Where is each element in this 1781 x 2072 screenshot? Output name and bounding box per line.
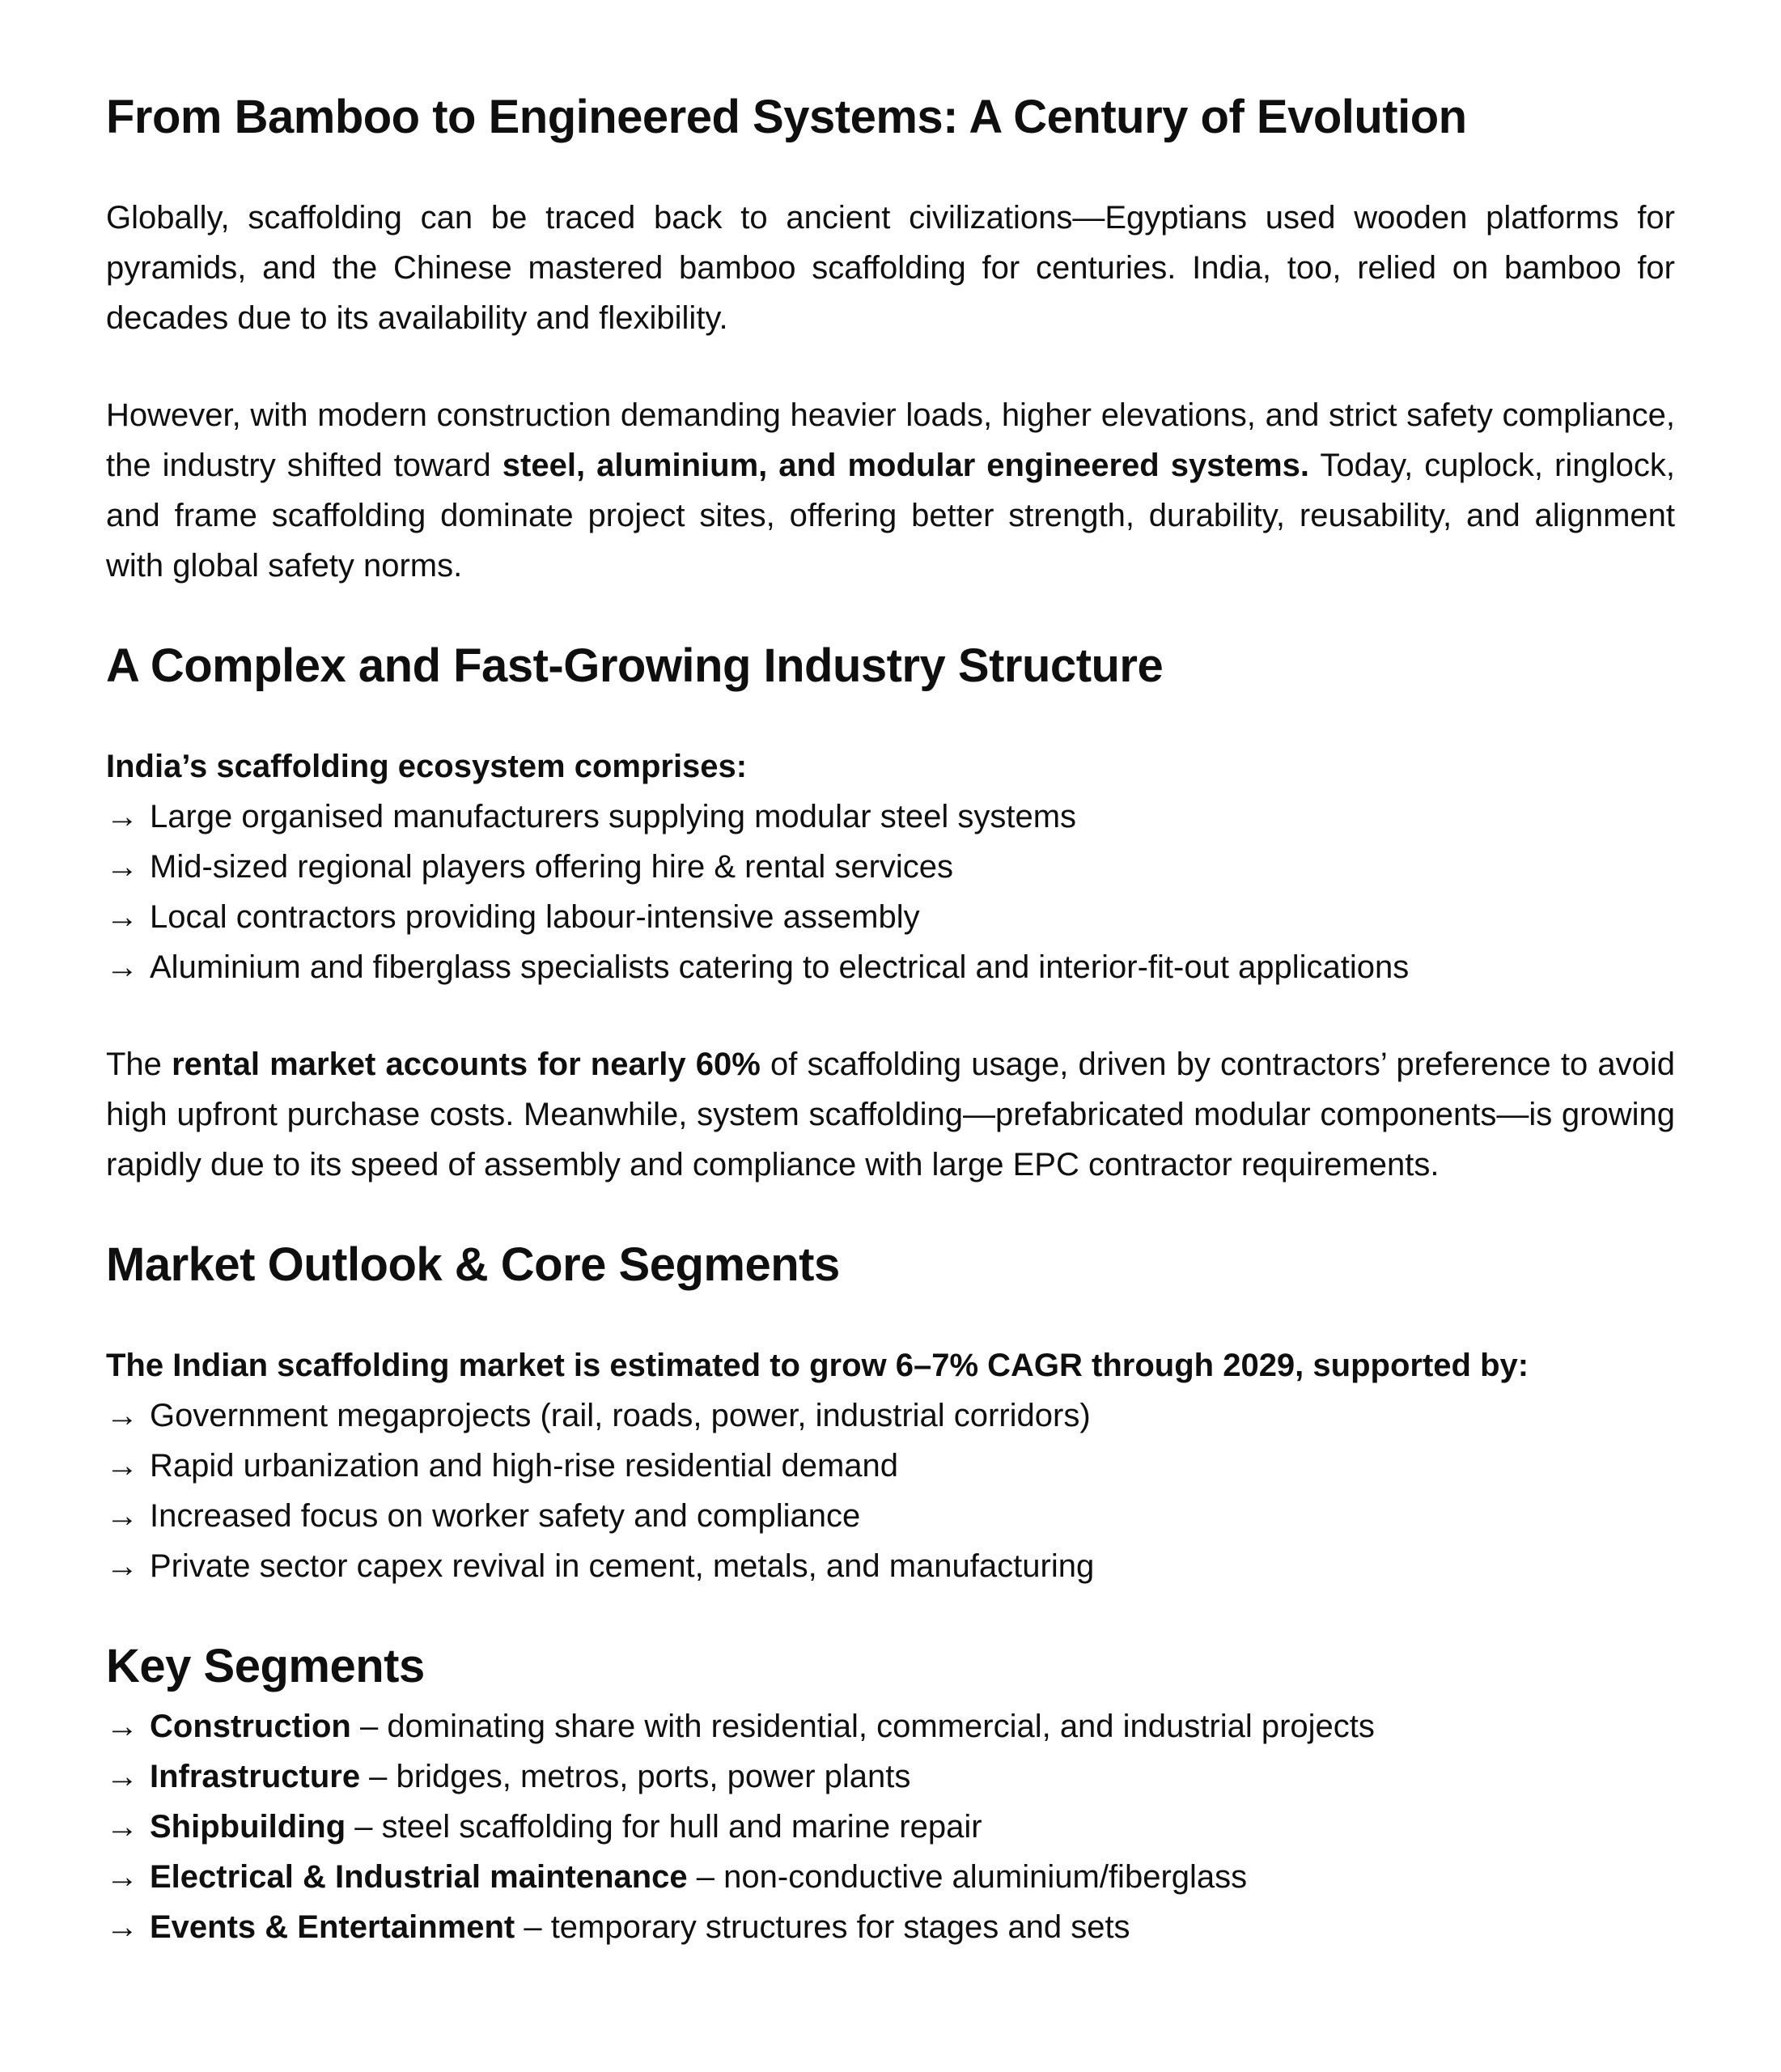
- arrow-icon: →: [106, 799, 138, 834]
- heading-market-outlook: Market Outlook & Core Segments: [106, 1238, 840, 1291]
- paragraph-rental-tail: of scaffolding usage, driven by contractors’ preference to avoid high upfront purchase costs. Meanwhile, system scaffolding—prefabricated modular components—is growing rapidly due to its speed of assembly and compliance with large EPC contractor requirements.: [106, 1047, 1675, 1182]
- arrow-icon: →: [106, 849, 138, 885]
- arrow-icon: →: [106, 1548, 138, 1584]
- list-item: [106, 792, 1675, 842]
- key-segments-list: [106, 1701, 1675, 1952]
- paragraph-rental-market: [106, 1039, 1675, 1190]
- list-item-text: Mid-sized regional players offering hire & rental services: [150, 849, 954, 885]
- segment-description: – temporary structures for stages and sets: [515, 1909, 1130, 1945]
- paragraph-history-text: Globally, scaffolding can be traced back to ancient civilizations—Egyptians used wooden platforms for pyramids, and the Chinese mastered bamboo scaffolding for centuries. India, too, relied on bamboo for decades due to its availability and flexibility.: [106, 200, 1675, 336]
- segment-description: – dominating share with residential, commercial, and industrial projects: [350, 1709, 1375, 1744]
- arrow-icon: →: [106, 949, 138, 985]
- segment-description: – bridges, metros, ports, power plants: [360, 1759, 911, 1794]
- heading-key-segments: Key Segments: [106, 1640, 425, 1692]
- list-item: [106, 1802, 1675, 1852]
- list-item-text: Government megaprojects (rail, roads, power, industrial corridors): [150, 1398, 1091, 1433]
- segment-term: Shipbuilding: [150, 1809, 346, 1845]
- heading-industry-structure: A Complex and Fast-Growing Industry Structure: [106, 639, 1164, 692]
- paragraph-modern-shift-lead: However, with modern construction demanding heavier loads, higher elevations, and strict safety compliance, the industry shifted toward: [106, 397, 1675, 483]
- segment-term: Infrastructure: [150, 1759, 361, 1794]
- list-item: [106, 892, 1675, 942]
- list-item: [106, 1852, 1675, 1902]
- list-item: [106, 942, 1675, 992]
- segment-description: – steel scaffolding for hull and marine repair: [346, 1809, 982, 1845]
- ecosystem-list-lead: India’s scaffolding ecosystem comprises:: [106, 749, 748, 784]
- arrow-icon: →: [106, 1809, 138, 1845]
- list-item: [106, 1391, 1675, 1441]
- segment-term: Events & Entertainment: [150, 1909, 515, 1945]
- paragraph-rental-bold: rental market accounts for nearly 60%: [172, 1047, 761, 1082]
- list-item: [106, 1441, 1675, 1491]
- arrow-icon: →: [106, 1759, 138, 1794]
- arrow-icon: →: [106, 1398, 138, 1433]
- segment-term: Construction: [150, 1709, 351, 1744]
- arrow-icon: →: [106, 1859, 138, 1895]
- segment-description: – non-conductive aluminium/fiberglass: [687, 1859, 1248, 1895]
- list-item: [106, 842, 1675, 892]
- list-item-text: Large organised manufacturers supplying modular steel systems: [150, 799, 1077, 834]
- segment-term: Electrical & Industrial maintenance: [150, 1859, 688, 1895]
- list-item: [106, 1751, 1675, 1802]
- heading-evolution: From Bamboo to Engineered Systems: A Century of Evolution: [106, 91, 1467, 143]
- list-item-text: Local contractors providing labour-intensive assembly: [150, 899, 920, 935]
- arrow-icon: →: [106, 1448, 138, 1484]
- list-item-text: Increased focus on worker safety and compliance: [150, 1498, 861, 1534]
- outlook-list: [106, 1340, 1675, 1591]
- paragraph-rental-lead: The: [106, 1047, 172, 1082]
- list-item-text: Aluminium and fiberglass specialists catering to electrical and interior-fit-out applications: [150, 949, 1410, 985]
- outlook-list-lead: The Indian scaffolding market is estimated to grow 6–7% CAGR through 2029, supported by:: [106, 1348, 1529, 1383]
- arrow-icon: →: [106, 899, 138, 935]
- paragraph-modern-shift-tail: Today, cuplock, ringlock, and frame scaffolding dominate project sites, offering better strength, durability, reusability, and alignment with global safety norms.: [106, 448, 1675, 584]
- arrow-icon: →: [106, 1909, 138, 1945]
- list-item-text: Rapid urbanization and high-rise residential demand: [150, 1448, 899, 1484]
- ecosystem-list: [106, 741, 1675, 992]
- paragraph-modern-shift-bold: steel, aluminium, and modular engineered systems.: [502, 448, 1309, 483]
- list-item-text: Private sector capex revival in cement, metals, and manufacturing: [150, 1548, 1095, 1584]
- arrow-icon: →: [106, 1709, 138, 1744]
- list-item: [106, 1491, 1675, 1541]
- list-item: [106, 1541, 1675, 1591]
- arrow-icon: →: [106, 1498, 138, 1534]
- paragraph-history: [106, 193, 1675, 343]
- paragraph-modern-shift: [106, 390, 1675, 591]
- list-item: [106, 1902, 1675, 1952]
- list-item: [106, 1701, 1675, 1751]
